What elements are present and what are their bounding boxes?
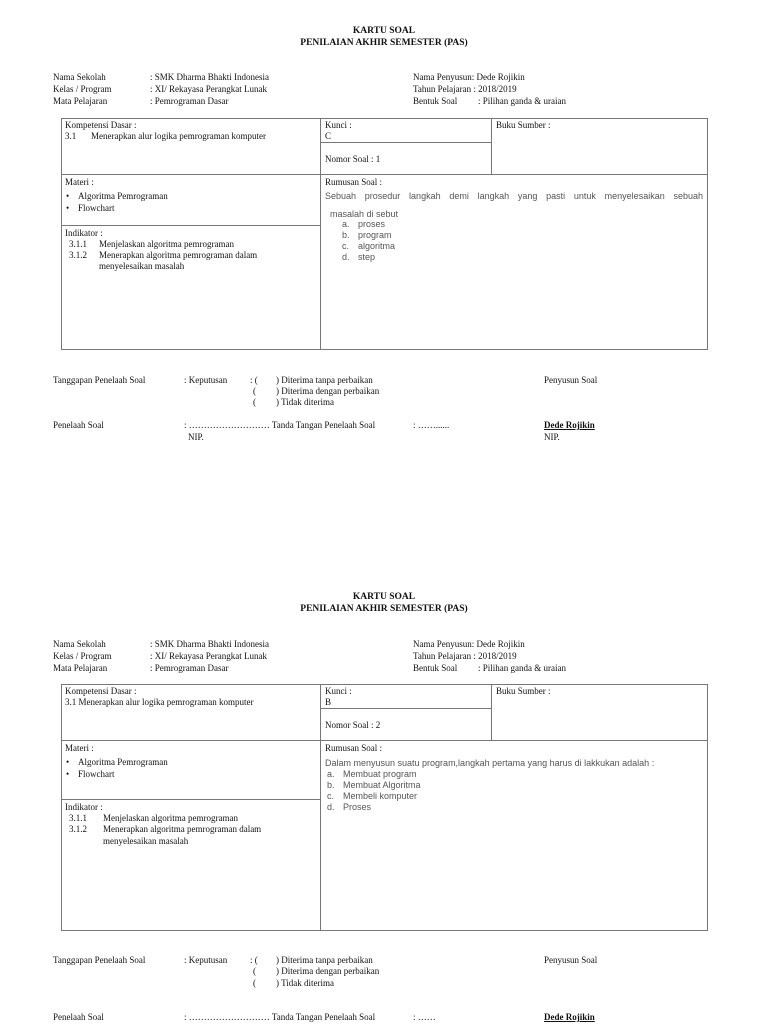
keputusan-option: ) Diterima dengan perbaikan [276,966,380,976]
option-text: algoritma [358,241,396,251]
tanggapan-label: Tanggapan Penelaah Soal [53,375,146,385]
card-title: KARTU SOAL [352,26,416,36]
penelaah-signature-line: : ……………………… Tanda Tangan Penelaah Soal [184,420,376,430]
card-title: KARTU SOAL [352,592,416,602]
nama-sekolah-label: Nama Sekolah [53,639,106,649]
signature-dots: : ……...... [413,420,450,430]
option-text: Membuat Algoritma [343,780,421,790]
kd-text: Menerapkan alur logika pemrograman komputer [91,131,266,141]
indikator-text: Menerapkan algoritma pemrograman dalam [99,250,258,260]
indikator-label: Indikator : [65,802,103,812]
checkbox-open: ( [253,966,256,976]
option-letter: d. [342,252,350,262]
rumusan-label: Rumusan Soal : [325,743,383,753]
tahun-info: Tahun Pelajaran : 2018/2019 [413,651,517,661]
checkbox-open: ( [253,978,256,988]
penyusun-soal-label: Penyusun Soal [544,955,598,965]
option-letter: c. [327,791,335,801]
divider [61,174,708,175]
keputusan-label: : Keputusan [184,375,228,385]
option-letter: c. [342,241,350,251]
bentuk-label: Bentuk Soal [413,96,458,106]
penelaah-label: Penelaah Soal [53,420,104,430]
indikator-text: menyelesaikan masalah [103,836,189,846]
divider [491,118,492,174]
option-text: proses [358,219,386,229]
kd-text: 3.1 Menerapkan alur logika pemrograman komputer [65,697,254,707]
indikator-number: 3.1.1 [69,239,87,249]
materi-item: • Algoritma Pemrograman [78,191,168,201]
buku-sumber: Buku Sumber : [496,120,551,130]
checkbox-open: : ( [250,955,258,965]
indikator-text: menyelesaikan masalah [99,261,185,271]
penelaah-label: Penelaah Soal [53,1012,104,1022]
keputusan-option: ) Diterima tanpa perbaikan [276,375,373,385]
option-text: step [358,252,376,262]
bentuk-value: : Pilihan ganda & uraian [478,96,566,106]
mapel-value: : Pemrograman Dasar [150,663,229,673]
card-subtitle: PENILAIAN AKHIR SEMESTER (PAS) [300,38,468,48]
keputusan-label: : Keputusan [184,955,228,965]
penelaah-signature-line: : ……………………… Tanda Tangan Penelaah Soal [184,1012,376,1022]
kunci-label: Kunci : [325,686,352,696]
penyusun-name: Dede Rojikin [544,420,595,430]
tahun-info: Tahun Pelajaran : 2018/2019 [413,84,517,94]
option-letter: b. [327,780,335,790]
mapel-label: Mata Pelajaran [53,663,108,673]
indikator-text: Menjelaskan algoritma pemrograman [103,813,238,823]
kunci-label: Kunci : [325,120,352,130]
nomor-soal: Nomor Soal : 2 [325,720,381,730]
divider [320,142,491,143]
penyusun-info: Nama Penyusun: Dede Rojikin [413,72,525,82]
nama-sekolah-label: Nama Sekolah [53,72,106,82]
question-text: masalah di sebut [330,209,399,219]
divider [320,708,491,709]
penyusun-name: Dede Rojikin [544,1012,595,1022]
soal-table [61,684,708,931]
indikator-text: Menerapkan algoritma pemrograman dalam [103,824,262,834]
mapel-label: Mata Pelajaran [53,96,108,106]
question-text: Sebuah prosedur langkah demi langkah yang pasti untuk menyelesaikan sebuah [325,191,703,201]
kunci-value: C [325,131,332,141]
checkbox-open: ( [253,386,256,396]
mapel-value: : Pemrograman Dasar [150,96,229,106]
buku-sumber: Buku Sumber : [496,686,551,696]
option-letter: b. [342,230,350,240]
signature-dots: : …… [413,1012,436,1022]
materi-item: • Flowchart [78,203,115,213]
indikator-number: 3.1.2 [69,250,87,260]
divider [61,740,708,741]
indikator-number: 3.1.2 [69,824,87,834]
materi-item: • Algoritma Pemrograman [78,757,168,767]
keputusan-option: ) Diterima dengan perbaikan [276,386,380,396]
divider [491,684,492,740]
keputusan-option: ) Tidak diterima [276,978,334,988]
indikator-text: Menjelaskan algoritma pemrograman [99,239,234,249]
indikator-number: 3.1.1 [69,813,87,823]
bentuk-label: Bentuk Soal [413,663,458,673]
kelas-label: Kelas / Program [53,651,112,661]
divider [61,799,320,800]
kd-number: 3.1 [65,131,77,141]
kelas-value: : XI/ Rekayasa Perangkat Lunak [150,84,267,94]
indikator-label: Indikator : [65,228,103,238]
divider [61,225,320,226]
nomor-soal: Nomor Soal : 1 [325,154,381,164]
kunci-value: B [325,697,332,707]
keputusan-option: ) Diterima tanpa perbaikan [276,955,373,965]
checkbox-open: : ( [250,375,258,385]
tanggapan-label: Tanggapan Penelaah Soal [53,955,146,965]
keputusan-option: ) Tidak diterima [276,397,334,407]
rumusan-label: Rumusan Soal : [325,177,383,187]
option-text: Proses [343,802,372,812]
penyusun-soal-label: Penyusun Soal [544,375,598,385]
divider [320,684,321,931]
card-subtitle: PENILAIAN AKHIR SEMESTER (PAS) [300,604,468,614]
materi-label: Materi : [65,177,94,187]
divider [320,118,321,350]
kd-label: Kompetensi Dasar : [65,686,137,696]
materi-label: Materi : [65,743,94,753]
option-letter: d. [327,802,335,812]
option-letter: a. [342,219,350,229]
nip-penyusun: NIP. [544,432,560,442]
option-letter: a. [327,769,335,779]
option-text: program [358,230,392,240]
bentuk-value: : Pilihan ganda & uraian [478,663,566,673]
question-text: Dalam menyusun suatu program,langkah pertama yang harus di lakkukan adalah : [325,758,655,768]
option-text: Membuat program [343,769,417,779]
kelas-label: Kelas / Program [53,84,112,94]
checkbox-open: ( [253,397,256,407]
materi-item: • Flowchart [78,769,115,779]
nip-penelaah: NIP. [188,432,204,442]
kd-label: Kompetensi Dasar : [65,120,137,130]
nama-sekolah-value: : SMK Dharma Bhakti Indonesia [150,639,269,649]
nama-sekolah-value: : SMK Dharma Bhakti Indonesia [150,72,269,82]
kelas-value: : XI/ Rekayasa Perangkat Lunak [150,651,267,661]
option-text: Membeli komputer [343,791,418,801]
penyusun-info: Nama Penyusun: Dede Rojikin [413,639,525,649]
